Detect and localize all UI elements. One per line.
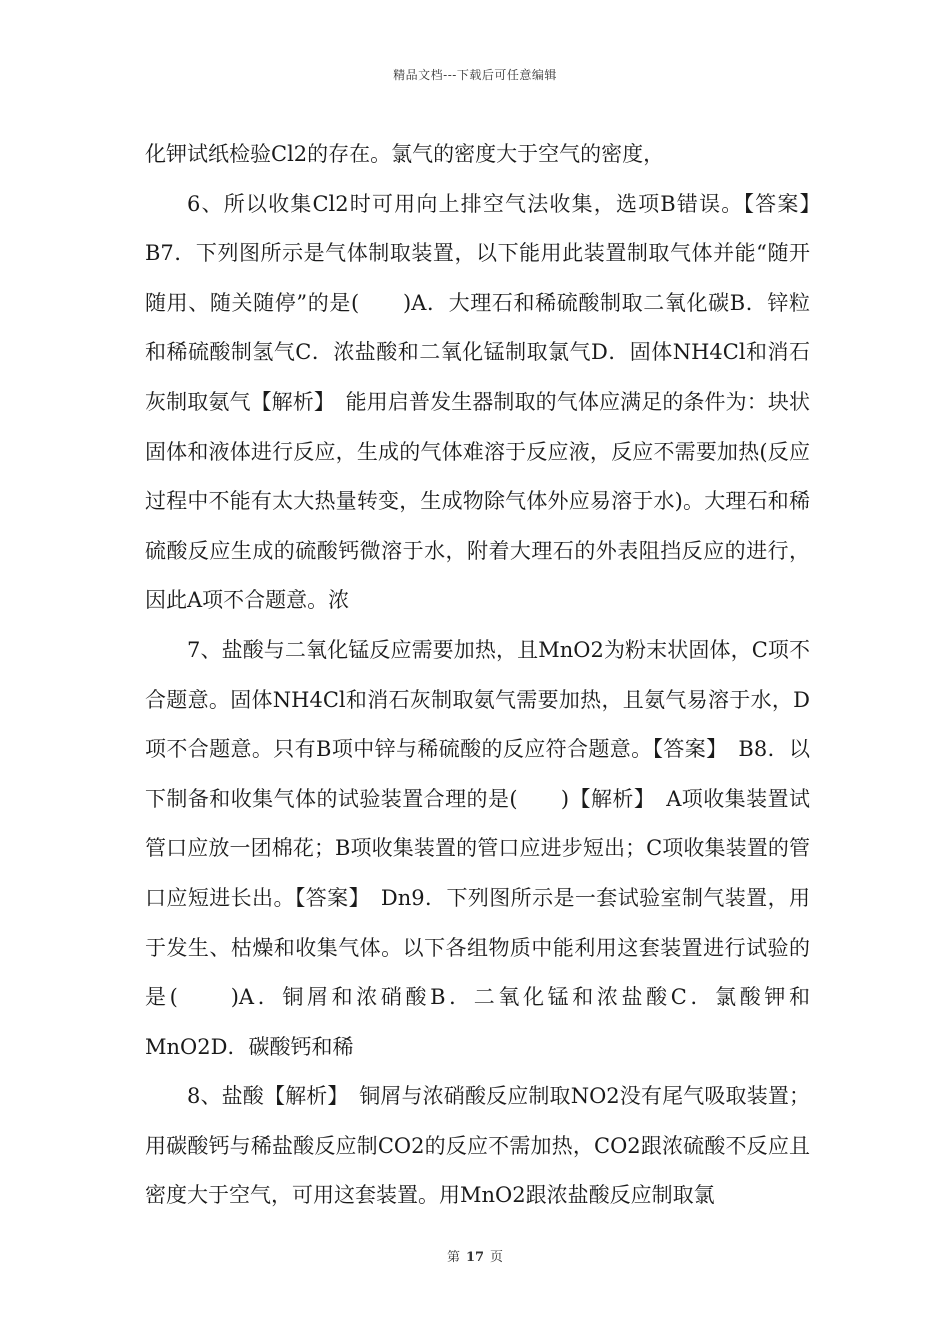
page-header: 精品文档---下载后可任意编辑 xyxy=(393,68,557,82)
document-body xyxy=(145,130,831,1221)
footer-prefix: 第 xyxy=(446,1250,460,1265)
paragraph-6: 6、所以收集Cl2时可用向上排空气法收集，选项B错误。【答案】 B7．下列图所示是气体制取装置，以下能用此装置制取气体并能“随开随用、随关随停”的是( )A．大理石和稀硫酸制取二氧化碳B．锌粒和稀硫酸制氢气C．浓盐酸和二氧化锰制取氯气D．固体NH4Cl和消石灰制取氨气【解析】 能用启普发生器制取的气体应满足的条件为：块状固体和液体进行反应，生成的气体难溶于反应液，反应不需要加热(反应过程中不能有太大热量转变，生成物除气体外应易溶于水)。大理石和稀硫酸反应生成的硫酸钙微溶于水，附着大理石的外表阻挡反应的进行，因此A项不合题意。浓 xyxy=(145,191,831,613)
page-footer xyxy=(0,1246,950,1265)
paragraph-7: 7、盐酸与二氧化锰反应需要加热，且MnO2为粉末状固体，C项不合题意。固体NH4Cl和消石灰制取氨气需要加热，且氨气易溶于水，D项不合题意。只有B项中锌与稀硫酸的反应符合题意。【答案】 B8．以下制备和收集气体的试验装置合理的是( )【解析】 A项收集装置试管口应放一团棉花；B项收集装置的管口应进步短出；C项收集装置的管口应短进长出。【答案】 Dn9．下列图所示是一套试验室制气装置，用于发生、枯燥和收集气体。以下各组物质中能利用这套装置进行试验的是( )A．铜屑和浓硝酸B．二氧化锰和浓盐酸C．氯酸钾和MnO2D．碳酸钙和稀 xyxy=(145,637,810,1059)
paragraph-continuation: 化钾试纸检验Cl2的存在。氯气的密度大于空气的密度， xyxy=(145,142,665,166)
page-number: 17 xyxy=(465,1250,485,1265)
paragraph-8: 8、盐酸【解析】 铜屑与浓硝酸反应制取NO2没有尾气吸取装置；用碳酸钙与稀盐酸反应制CO2的反应不需加热，CO2跟浓硫酸不反应且密度大于空气，可用这套装置。用MnO2跟浓盐酸反应制取氯 xyxy=(145,1084,810,1208)
footer-suffix: 页 xyxy=(490,1250,504,1265)
